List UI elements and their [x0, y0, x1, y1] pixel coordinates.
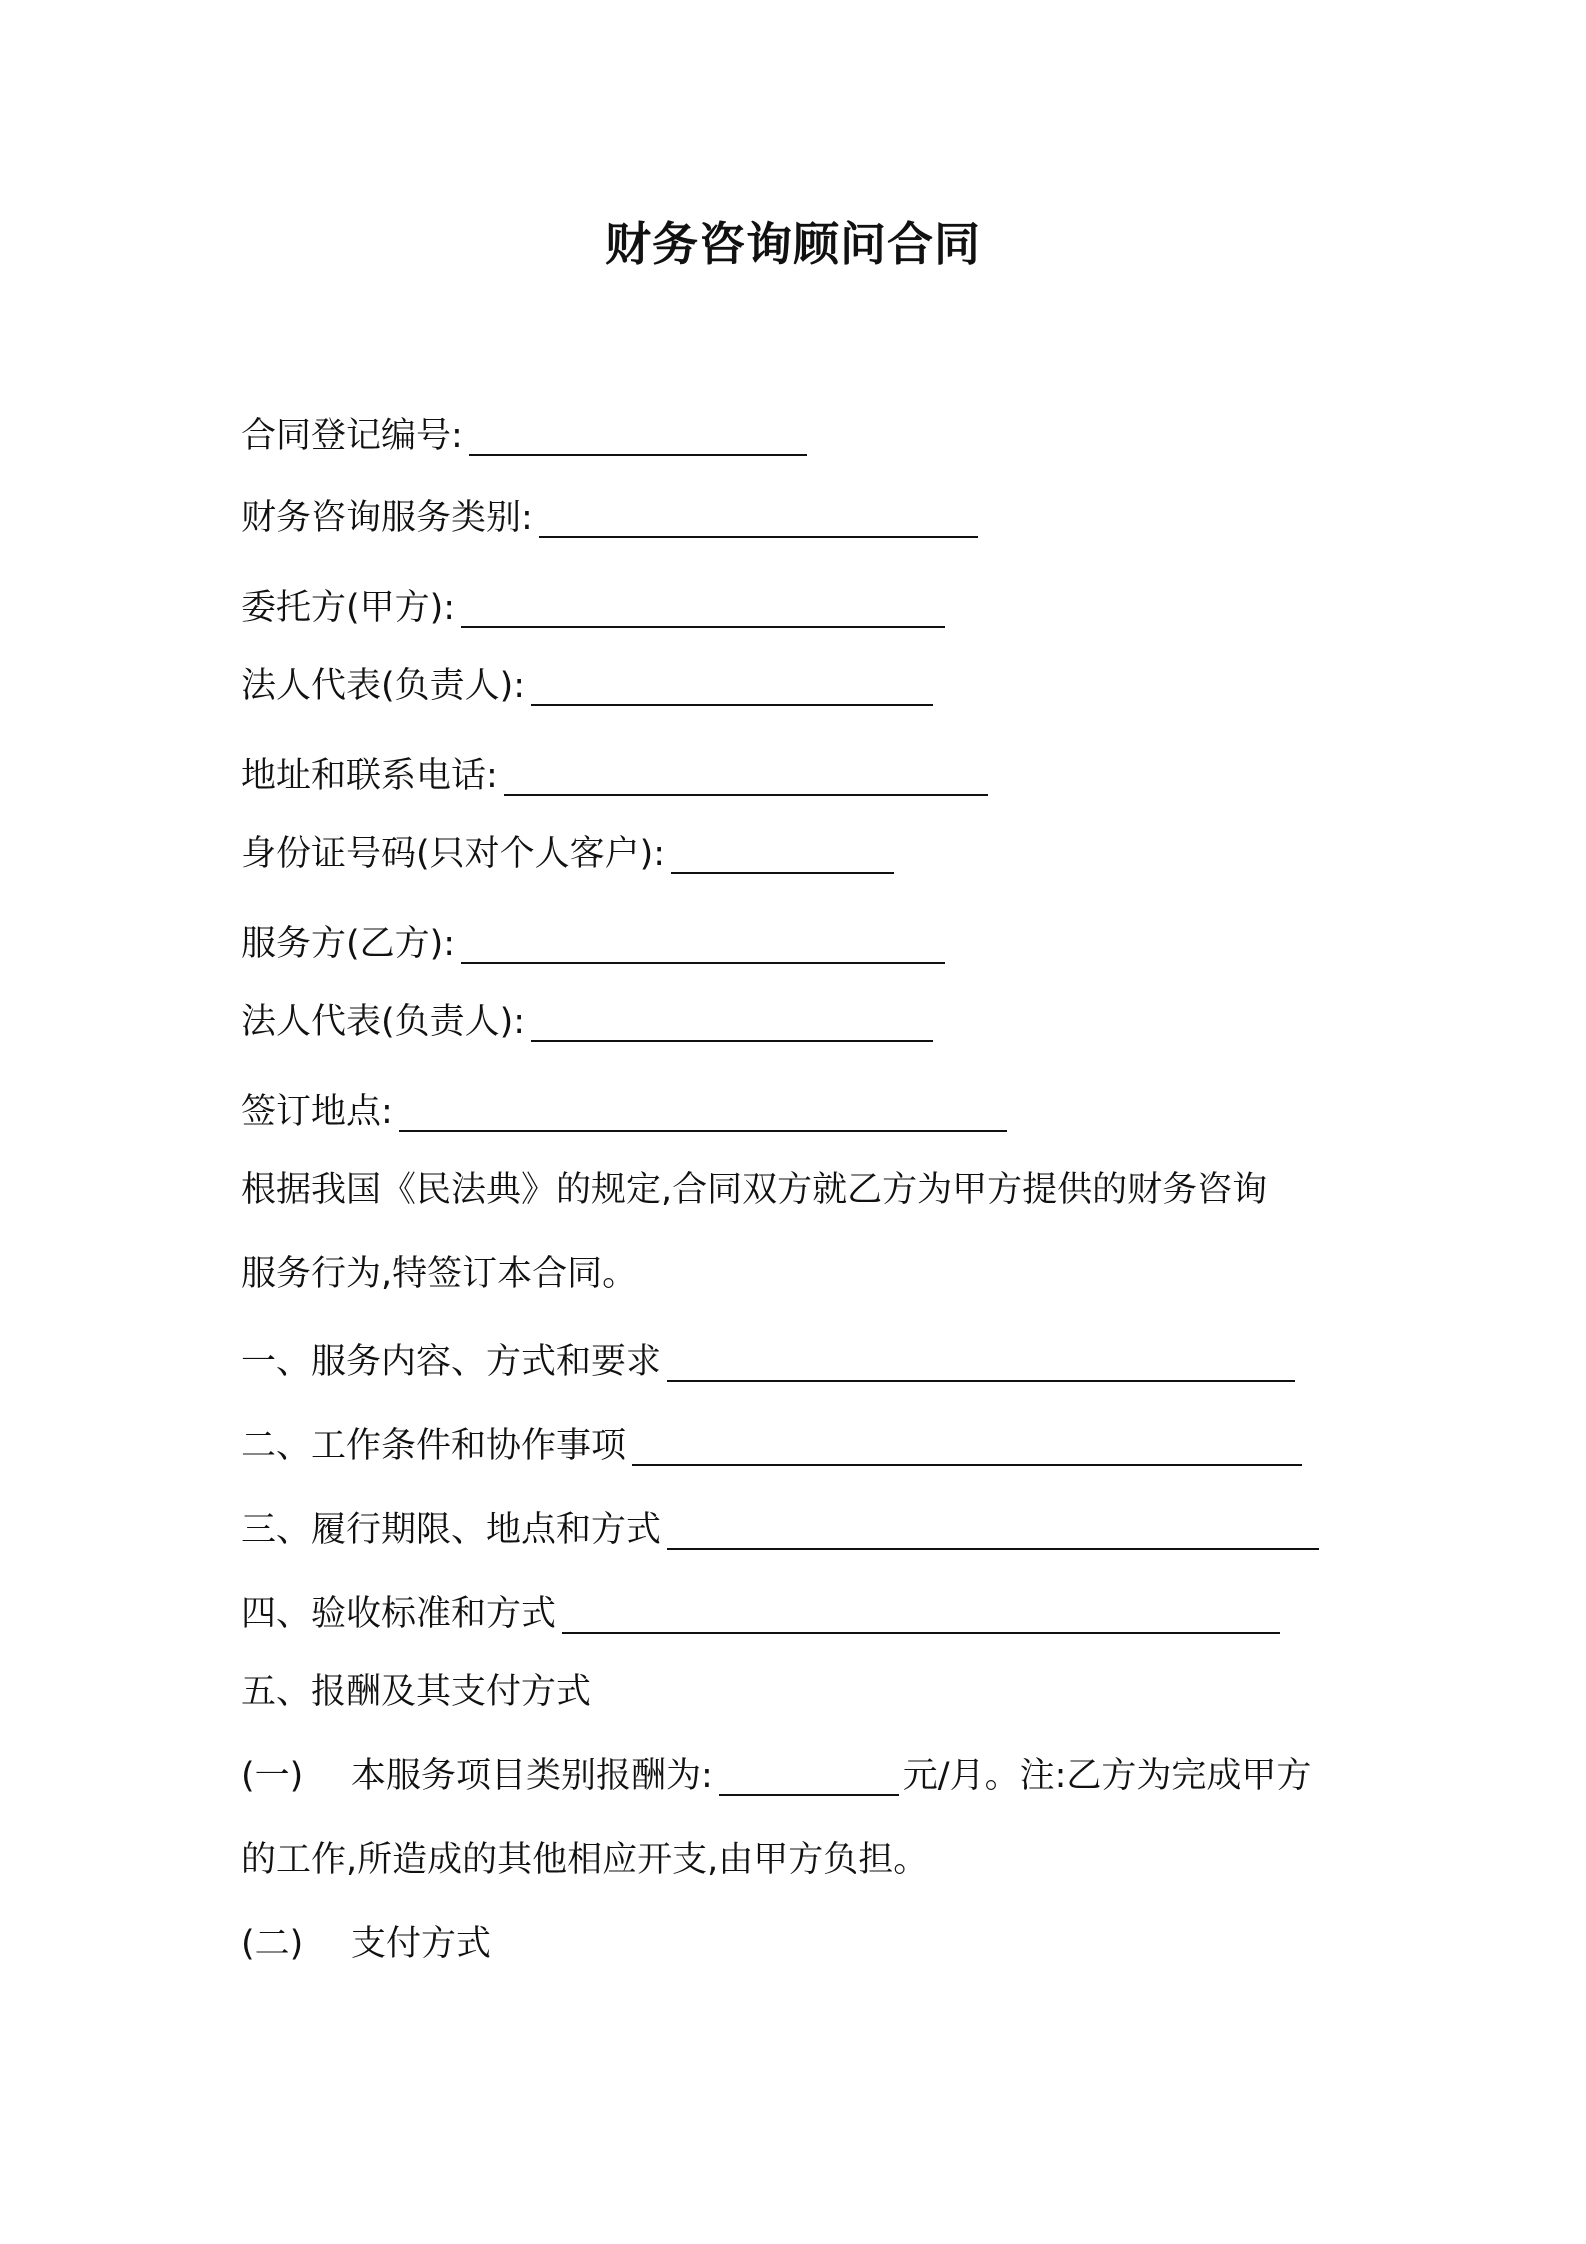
field-provider	[241, 920, 945, 968]
section-heading: 三、履行期限、地点和方式	[241, 1510, 662, 1550]
fill-in-blank[interactable]	[461, 928, 945, 964]
section-1	[241, 1338, 1295, 1386]
item-2	[241, 1920, 491, 1968]
field-client	[241, 584, 945, 632]
section-heading: 二、工作条件和协作事项	[241, 1426, 627, 1466]
field-label: 地址和联系电话:	[241, 756, 498, 796]
preamble-line-2: 服务行为,特签订本合同。	[241, 1254, 638, 1294]
field-registration-no	[241, 412, 807, 460]
field-id-number	[241, 830, 894, 878]
fill-in-blank[interactable]	[667, 1514, 1319, 1550]
section-5: 五、报酬及其支付方式	[241, 1672, 592, 1712]
fill-in-blank[interactable]	[562, 1598, 1280, 1634]
fill-in-blank[interactable]	[719, 1760, 899, 1796]
item-number: (一)	[241, 1756, 304, 1796]
field-label: 服务方(乙方):	[241, 924, 456, 964]
section-heading: 一、服务内容、方式和要求	[241, 1342, 662, 1382]
section-4	[241, 1590, 1280, 1638]
section-2	[241, 1422, 1302, 1470]
field-service-category	[241, 494, 978, 542]
preamble-line-1: 根据我国《民法典》的规定,合同双方就乙方为甲方提供的财务咨询	[241, 1170, 1268, 1210]
item-text: 支付方式	[351, 1924, 492, 1964]
fill-in-blank[interactable]	[531, 670, 933, 706]
fill-in-blank[interactable]	[531, 1006, 933, 1042]
document-title: 财务咨询顾问合同	[605, 217, 981, 271]
field-label: 身份证号码(只对个人客户):	[241, 834, 666, 874]
field-label: 法人代表(负责人):	[241, 1002, 526, 1042]
field-label: 财务咨询服务类别:	[241, 498, 533, 538]
field-signing-place	[241, 1088, 1007, 1136]
field-label: 合同登记编号:	[241, 416, 463, 456]
field-label: 委托方(甲方):	[241, 588, 456, 628]
fill-in-blank[interactable]	[469, 420, 807, 456]
field-provider-rep	[241, 998, 933, 1046]
field-address-phone	[241, 752, 988, 800]
item-1	[241, 1752, 1311, 1800]
fill-in-blank[interactable]	[399, 1096, 1007, 1132]
fill-in-blank[interactable]	[632, 1430, 1302, 1466]
fill-in-blank[interactable]	[667, 1346, 1295, 1382]
fill-in-blank[interactable]	[671, 838, 894, 874]
section-heading: 四、验收标准和方式	[241, 1594, 557, 1634]
item-text: 元/月。注:乙方为完成甲方	[902, 1756, 1312, 1796]
section-3	[241, 1506, 1319, 1554]
item-1-line-2: 的工作,所造成的其他相应开支,由甲方负担。	[241, 1840, 929, 1880]
item-text: 本服务项目类别报酬为:	[351, 1756, 713, 1796]
fill-in-blank[interactable]	[461, 592, 945, 628]
field-client-rep	[241, 662, 933, 710]
fill-in-blank[interactable]	[539, 502, 978, 538]
field-label: 签订地点:	[241, 1092, 393, 1132]
item-number: (二)	[241, 1924, 304, 1964]
field-label: 法人代表(负责人):	[241, 666, 526, 706]
fill-in-blank[interactable]	[504, 760, 988, 796]
